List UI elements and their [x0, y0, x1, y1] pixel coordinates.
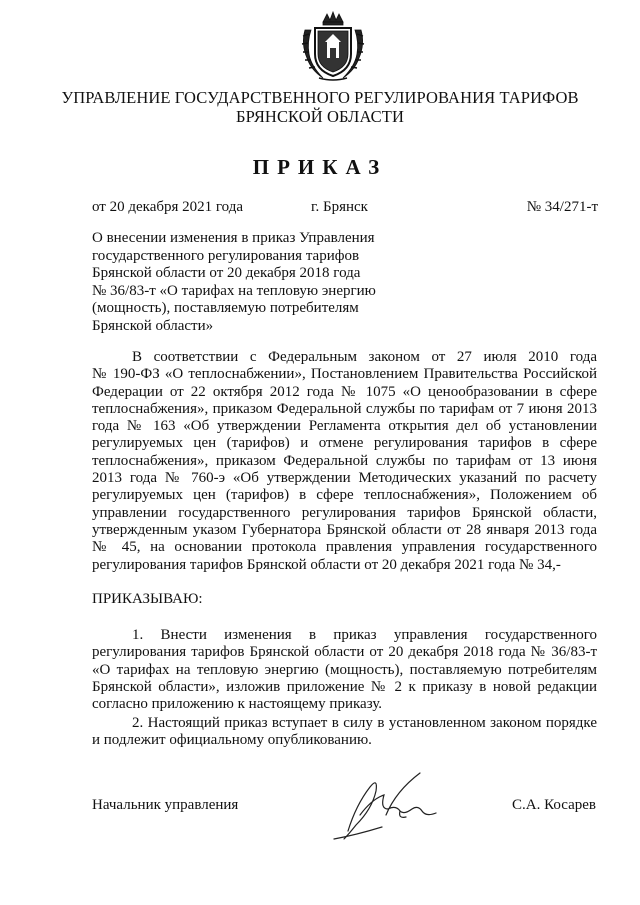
preamble-line: теплоснабжения», приказом Федеральной службы по тарифам от 7 июня 2013 [92, 400, 597, 417]
item-2-paragraph [92, 715, 597, 750]
preamble-line: 2013 года № 760-э «Об утверждении Методических указаний по расчету [92, 470, 597, 487]
document-number: № 34/271-т [526, 199, 598, 215]
decree-word: ПРИКАЗЫВАЮ: [92, 591, 203, 607]
preamble-line: Федерации от 22 октября 2012 года № 1075 «О ценообразовании в сфере [92, 383, 597, 400]
preamble-line: теплоснабжения», приказом Федеральной службы по тарифам от 13 июня [92, 452, 597, 469]
subject-line: № 36/83-т «О тарифах на тепловую энергию [92, 282, 376, 299]
item-1-line: регулирования тарифов Брянской области от 20 декабря 2018 года № 36/83-т [92, 644, 597, 661]
preamble-line: регулируемых цен (тарифов) и отмене регулирования тарифов в сфере [92, 435, 597, 452]
preamble-line: № 190-ФЗ «О теплоснабжении», Постановлением Правительства Российской [92, 366, 597, 383]
item-1-line: «О тарифах на тепловую энергию (мощность), поставляемую потребителям [92, 661, 597, 678]
document-city: г. Брянск [311, 199, 368, 215]
item-2-line: и подлежит официальному опубликованию. [92, 732, 372, 749]
preamble-line: года № 163 «Об утверждении Регламента открытия дел об установлении [92, 418, 597, 435]
document-subject [92, 230, 402, 336]
preamble-line: В соответствии с Федеральным законом от 27 июля 2010 года [132, 349, 597, 365]
item-1-line: 1. Внести изменения в приказ управления государственного [132, 627, 597, 643]
document-date: от 20 декабря 2021 года [92, 199, 244, 215]
subject-line: Брянской области» [92, 317, 214, 334]
subject-line: государственного регулирования тарифов [92, 247, 360, 264]
coat-of-arms-icon [299, 10, 367, 82]
subject-line: О внесении изменения в приказ Управления [92, 230, 375, 246]
subject-line: (мощность), поставляемую потребителям [92, 300, 359, 317]
preamble-line: № 45, на основании протокола правления управления государственного [92, 539, 597, 556]
item-1-paragraph [92, 627, 597, 713]
preamble-line: управлении государственного регулирования тарифов Брянской области, [92, 504, 597, 521]
preamble-line: регулируемых цен (тарифов) в сфере теплоснабжения», Положением об [92, 487, 597, 504]
organization-name-line1: УПРАВЛЕНИЕ ГОСУДАРСТВЕННОГО РЕГУЛИРОВАНИЯ ТАРИФОВ [61, 88, 579, 107]
document-title: ПРИКАЗ [252, 155, 388, 179]
handwritten-signature [326, 765, 456, 845]
item-2-line: 2. Настоящий приказ вступает в силу в установленном законом порядке [132, 715, 597, 731]
preamble-line: регулирования тарифов Брянской области от 20 декабря 2021 года № 34,- [92, 556, 561, 573]
signatory-name: С.А. Косарев [512, 797, 596, 813]
organization-name-line2: БРЯНСКОЙ ОБЛАСТИ [236, 107, 404, 126]
subject-line: Брянской области от 20 декабря 2018 года [92, 265, 361, 282]
preamble-paragraph [92, 349, 597, 574]
signatory-role: Начальник управления [92, 797, 239, 813]
item-1-line: согласно приложению к настоящему приказу. [92, 696, 383, 713]
preamble-line: утвержденным указом Губернатора Брянской области от 28 января 2013 года [92, 521, 597, 538]
item-1-line: Брянской области», изложив приложение № 2 к приказу в новой редакции [92, 678, 597, 695]
